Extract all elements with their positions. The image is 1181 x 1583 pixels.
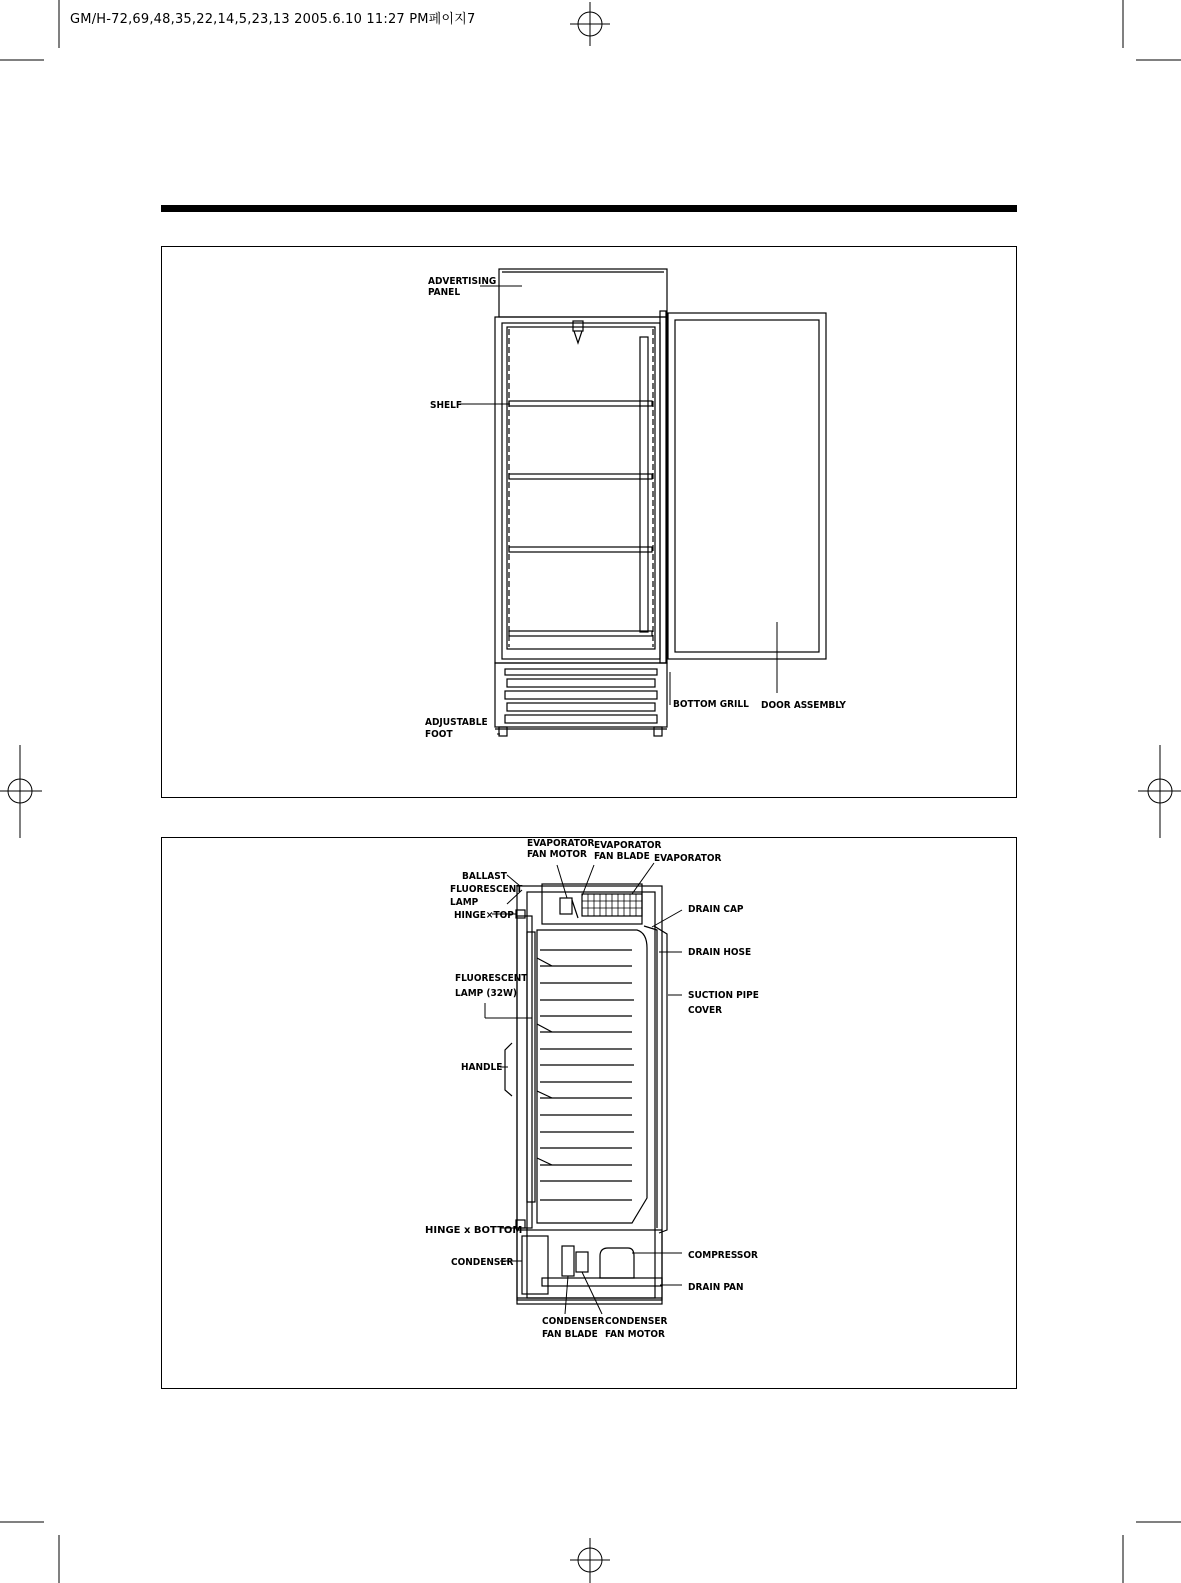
label-evap-fan-blade-2: FAN BLADE bbox=[594, 851, 650, 862]
side-view-panel bbox=[161, 837, 1017, 1389]
label-evap-fan-motor-1: EVAPORATOR bbox=[527, 838, 595, 849]
front-view-diagram bbox=[162, 247, 1018, 799]
label-drain-cap: DRAIN CAP bbox=[688, 904, 744, 915]
door-side-shape bbox=[517, 916, 532, 1228]
condenser-fan-motor-shape bbox=[576, 1252, 588, 1272]
front-view-panel bbox=[161, 246, 1017, 798]
label-bottom-grill: BOTTOM GRILL bbox=[673, 699, 749, 710]
shelf-shape bbox=[509, 401, 652, 406]
label-shelf: SHELF bbox=[430, 400, 463, 411]
condenser-shape bbox=[522, 1236, 548, 1294]
label-hinge-top: HINGE×TOP bbox=[454, 910, 514, 921]
label-ballast: BALLAST bbox=[462, 871, 507, 882]
label-advertising-panel-1: ADVERTISING bbox=[428, 276, 497, 287]
compressor-shape bbox=[600, 1248, 634, 1278]
label-drain-hose: DRAIN HOSE bbox=[688, 947, 752, 958]
label-fluorescent-lamp-2: LAMP bbox=[450, 897, 479, 908]
drain-pan-shape bbox=[542, 1278, 662, 1286]
advertising-panel-shape bbox=[499, 269, 667, 317]
label-door-assembly: DOOR ASSEMBLY bbox=[761, 700, 846, 711]
label-evap-fan-blade-1: EVAPORATOR bbox=[594, 840, 662, 851]
label-fluorescent-lamp32-2: LAMP (32W) bbox=[455, 988, 518, 999]
shelf-shape bbox=[509, 547, 652, 552]
cabinet-side-shape bbox=[517, 886, 662, 1304]
label-suction-pipe-cover-2: COVER bbox=[688, 1005, 723, 1016]
door-assembly-shape bbox=[668, 313, 826, 659]
handle-shape bbox=[505, 1043, 512, 1096]
label-hinge-bottom: HINGE x BOTTOM bbox=[425, 1225, 523, 1236]
label-evap-fan-motor-2: FAN MOTOR bbox=[527, 849, 587, 860]
label-fluorescent-lamp32-1: FLUORESCENT bbox=[455, 973, 528, 984]
label-suction-pipe-cover-1: SUCTION PIPE bbox=[688, 990, 759, 1001]
print-header: GM/H-72,69,48,35,22,14,5,23,13 2005.6.10 11:27 PM페이지7 bbox=[70, 12, 476, 27]
suction-pipe-cover-shape bbox=[654, 926, 667, 1233]
label-condenser-fan-motor-2: FAN MOTOR bbox=[605, 1329, 665, 1340]
label-condenser-fan-blade-1: CONDENSER bbox=[542, 1316, 605, 1327]
label-compressor: COMPRESSOR bbox=[688, 1250, 758, 1261]
fluorescent-lamp-shape bbox=[527, 932, 535, 1202]
adjustable-foot-shape bbox=[499, 727, 507, 736]
evaporator-fan-motor-shape bbox=[560, 898, 572, 914]
label-fluorescent-lamp-1: FLUORESCENT bbox=[450, 884, 523, 895]
shelf-shape bbox=[509, 631, 652, 636]
label-drain-pan: DRAIN PAN bbox=[688, 1282, 744, 1293]
shelf-shape bbox=[509, 474, 652, 479]
condenser-fan-blade-shape bbox=[562, 1246, 574, 1276]
label-adjustable-foot-1: ADJUSTABLE bbox=[425, 717, 488, 728]
label-condenser-fan-blade-2: FAN BLADE bbox=[542, 1329, 598, 1340]
label-evaporator: EVAPORATOR bbox=[654, 853, 722, 864]
cabinet-shape bbox=[495, 317, 667, 663]
section-rule bbox=[161, 205, 1017, 212]
label-condenser: CONDENSER bbox=[451, 1257, 514, 1268]
label-condenser-fan-motor-1: CONDENSER bbox=[605, 1316, 668, 1327]
label-handle: HANDLE bbox=[461, 1062, 503, 1073]
label-adjustable-foot-2: FOOT bbox=[425, 729, 453, 740]
bottom-grill-shape bbox=[495, 663, 667, 727]
side-view-diagram bbox=[162, 838, 1018, 1390]
label-advertising-panel-2: PANEL bbox=[428, 287, 461, 298]
